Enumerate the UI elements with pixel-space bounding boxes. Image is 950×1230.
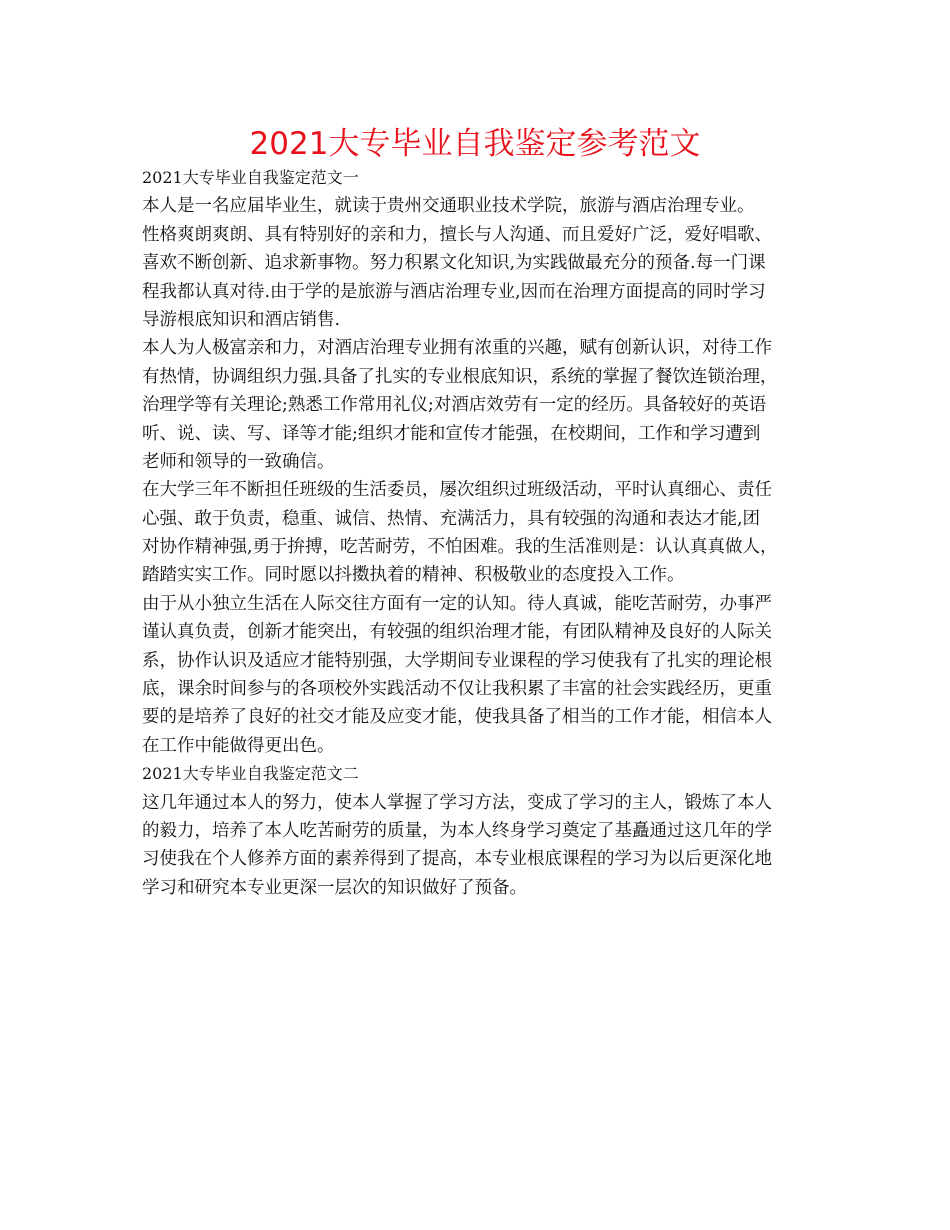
paragraph-line: 由于从小独立生活在人际交往方面有一定的认知。待人真诚，能吃苦耐劳，办事严	[142, 593, 772, 614]
paragraph-line: 底，课余时间参与的各项校外实践活动不仅让我积累了丰富的社会实践经历，更重	[142, 679, 772, 700]
paragraph-line: 习使我在个人修养方面的素养得到了提高，本专业根底课程的学习为以后更深化地	[142, 849, 772, 870]
section-heading-2: 2021大专毕业自我鉴定范文二	[142, 764, 359, 784]
paragraph-line: 治理学等有关理论;熟悉工作常用礼仪;对酒店效劳有一定的经历。具备较好的英语	[142, 395, 767, 416]
paragraph-line: 本人是一名应届毕业生，就读于贵州交通职业技术学院，旅游与酒店治理专业。	[142, 196, 755, 217]
paragraph-line: 踏踏实实工作。同时愿以抖擞执着的精神、积极敬业的态度投入工作。	[142, 565, 685, 586]
paragraph-line: 听、说、读、写、译等才能;组织才能和宣传才能强，在校期间，工作和学习遭到	[142, 423, 761, 444]
paragraph-line: 程我都认真对待.由于学的是旅游与酒店治理专业,因而在治理方面提高的同时学习	[142, 281, 766, 302]
paragraph-line: 在大学三年不断担任班级的生活委员，屡次组织过班级活动，平时认真细心、责任	[142, 480, 772, 501]
section-heading-1: 2021大专毕业自我鉴定范文一	[142, 168, 359, 187]
paragraph-line: 有热情，协调组织力强.具备了扎实的专业根底知识，系统的掌握了餐饮连锁治理，	[142, 366, 778, 387]
paragraph-line: 性格爽朗爽朗、具有特别好的亲和力，擅长与人沟通、而且爱好广泛，爱好唱歌、	[142, 224, 772, 245]
paragraph-line: 谨认真负责，创新才能突出，有较强的组织治理才能，有团队精神及良好的人际关	[142, 622, 772, 643]
paragraph-line: 喜欢不断创新、追求新事物。努力积累文化知识,为实践做最充分的预备.每一门课	[142, 253, 766, 274]
paragraph-line: 的毅力，培养了本人吃苦耐劳的质量，为本人终身学习奠定了基矗通过这几年的学	[142, 820, 772, 841]
paragraph-line: 导游根底知识和酒店销售.	[142, 309, 341, 330]
paragraph-line: 对协作精神强,勇于拚搏，吃苦耐劳，不怕困难。我的生活准则是：认认真真做人，	[142, 537, 778, 558]
paragraph-line: 本人为人极富亲和力，对酒店治理专业拥有浓重的兴趣，赋有创新认识，对待工作	[142, 338, 772, 359]
paragraph-line: 在工作中能做得更出色。	[142, 735, 335, 756]
paragraph-line: 要的是培养了良好的社交才能及应变才能，使我具备了相当的工作才能，相信本人	[142, 707, 772, 728]
document-body	[142, 164, 832, 902]
paragraph-line: 心强、敢于负责，稳重、诚信、热情、充满活力，具有较强的沟通和表达才能,团	[142, 508, 761, 529]
paragraph-line: 这几年通过本人的努力，使本人掌握了学习方法，变成了学习的主人，锻炼了本人	[142, 792, 772, 813]
paragraph-line: 老师和领导的一致确信。	[142, 451, 335, 472]
paragraph-line: 学习和研究本专业更深一层次的知识做好了预备。	[142, 877, 527, 898]
paragraph-line: 系，协作认识及适应才能特别强，大学期间专业课程的学习使我有了扎实的理论根	[142, 650, 772, 671]
document-title: 2021大专毕业自我鉴定参考范文	[249, 126, 701, 162]
